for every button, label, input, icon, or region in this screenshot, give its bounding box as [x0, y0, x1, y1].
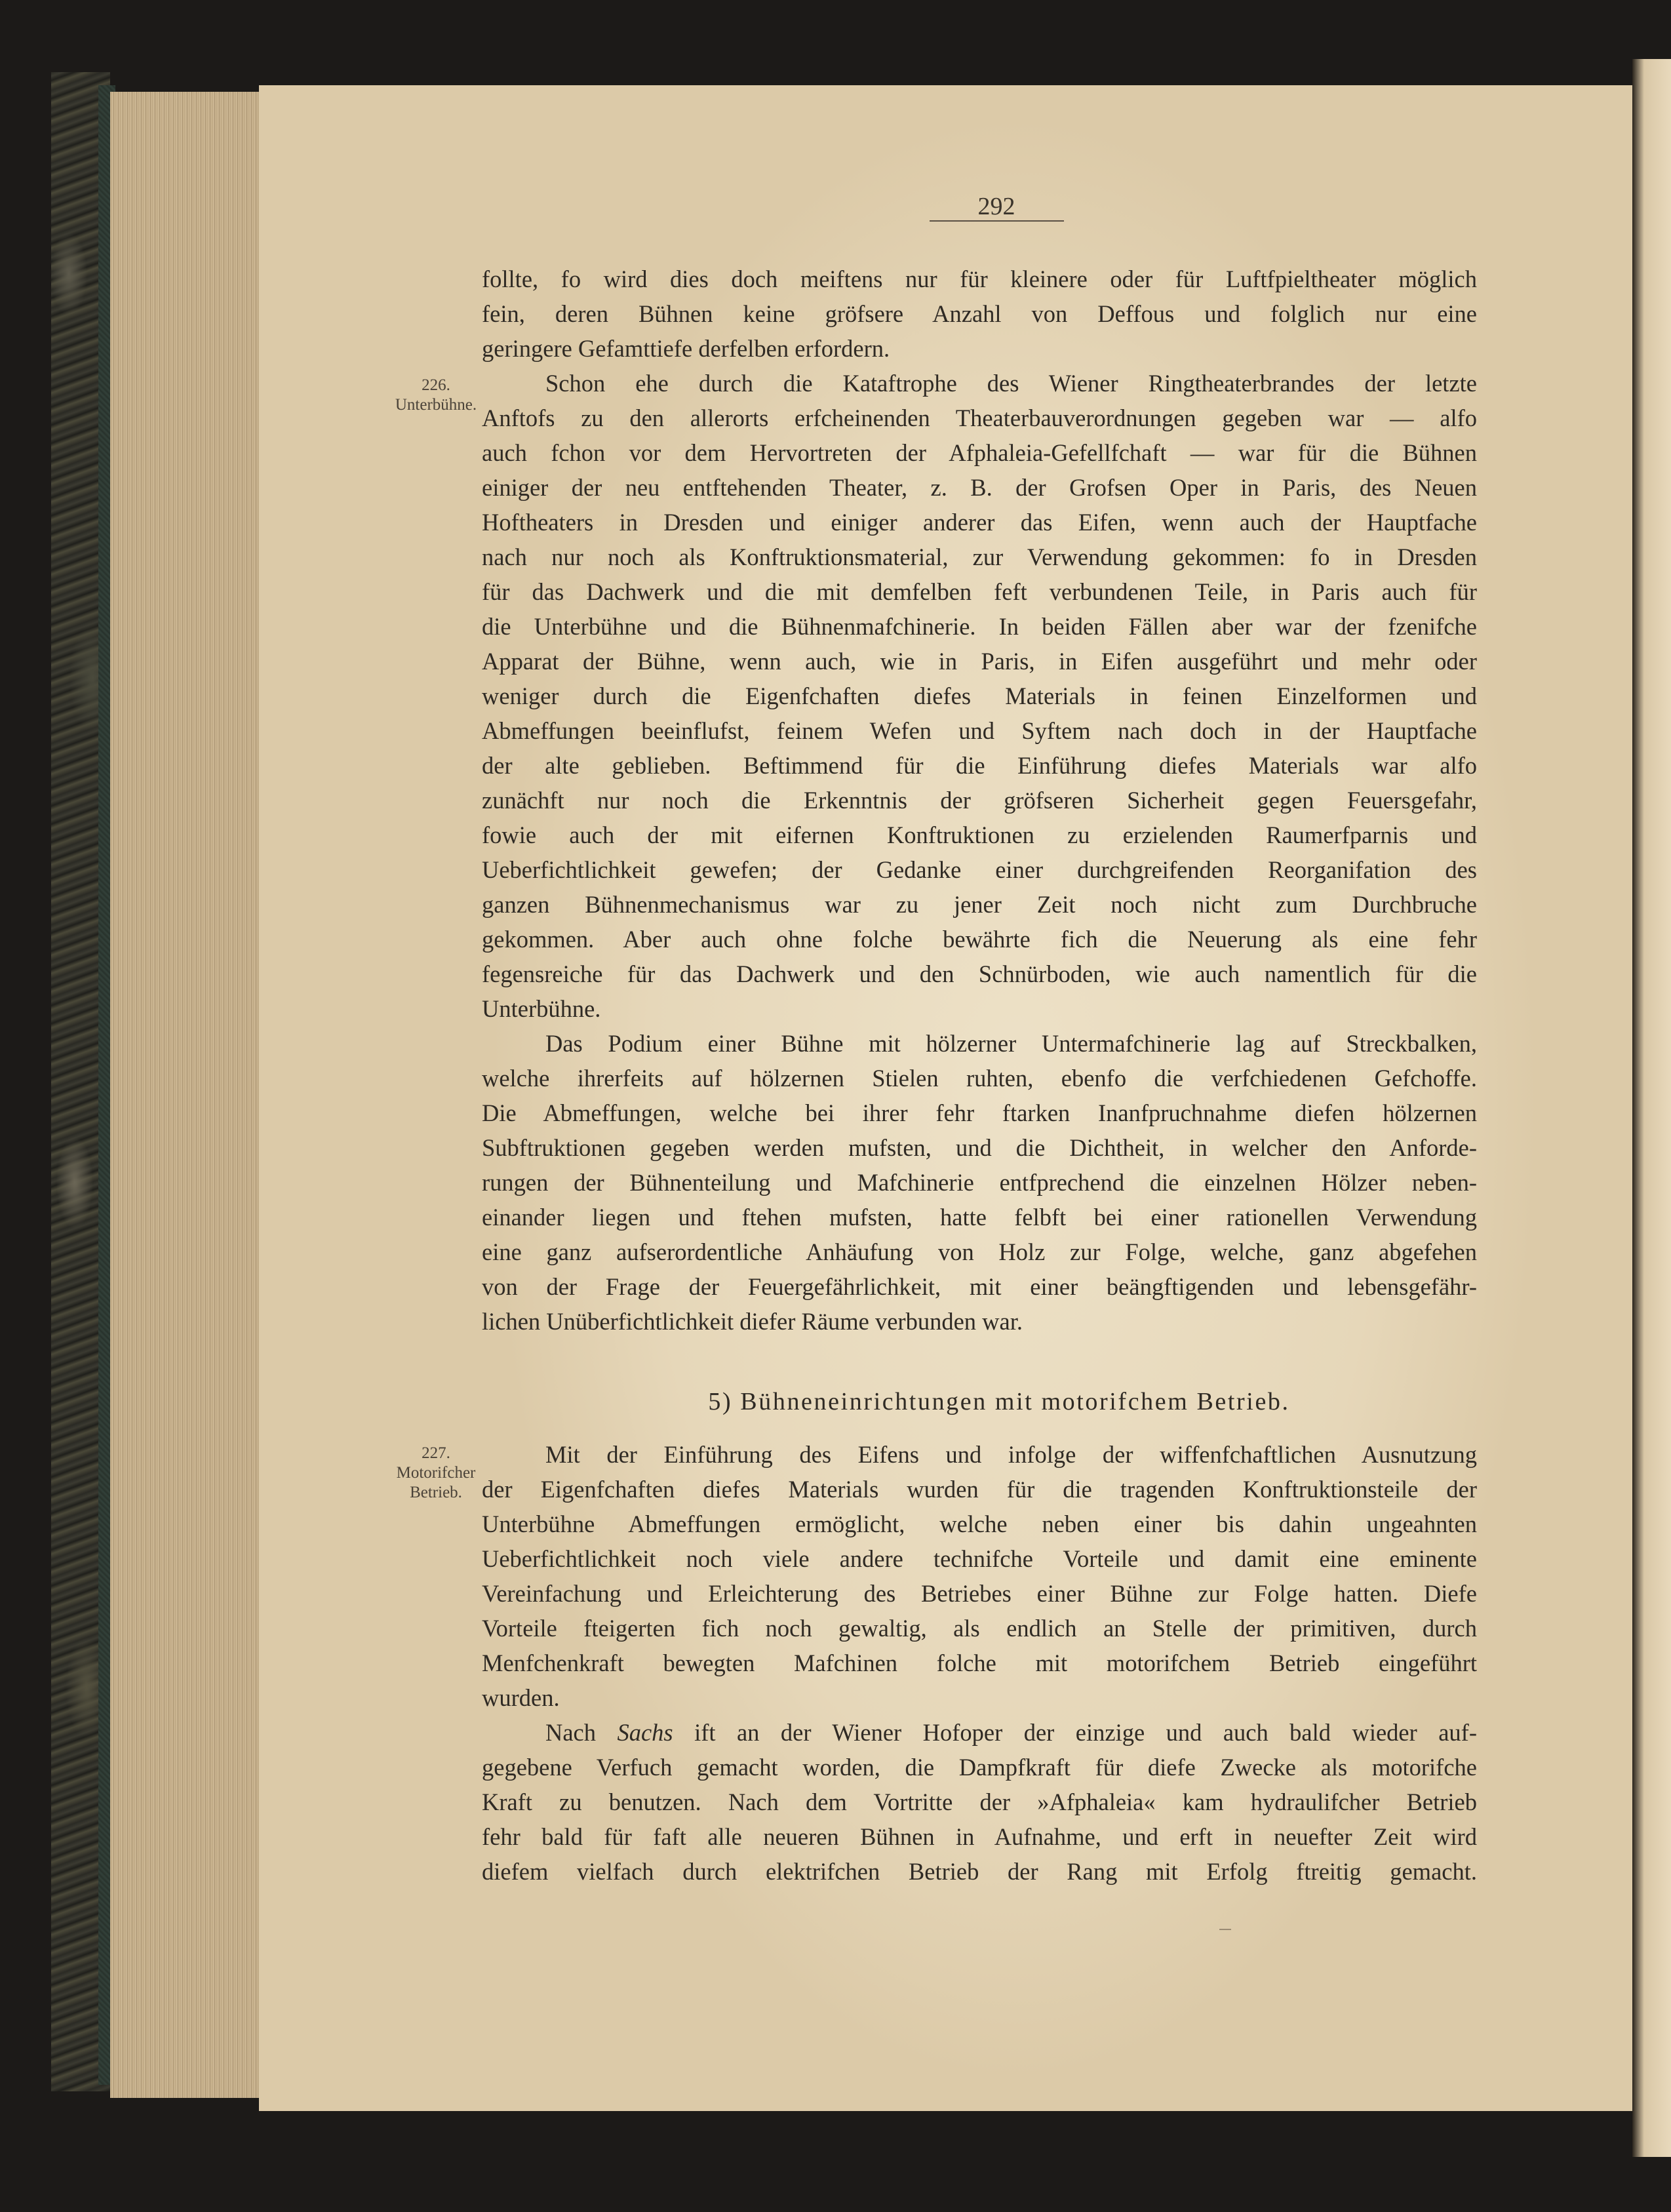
margin-note-text: Unterbühne. [395, 396, 477, 414]
text-line: nach nur noch als Konftruktionsmaterial, zur Verwendung gekommen: fo in Dresden [482, 543, 1477, 570]
text-line: weniger durch die Eigenfchaften diefes Materials in feinen Einzelformen und [482, 682, 1477, 709]
text-line: Ueberfichtlichkeit gewefen; der Gedanke einer durchgreifenden Reorganifation des [482, 856, 1477, 883]
text-line: zunächft nur noch die Erkenntnis der gröfseren Sicherheit gegen Feuersgefahr, [482, 787, 1477, 814]
text-line: Anftofs zu den allerorts erfcheinenden Theaterbauverordnungen gegeben war — alfo [482, 405, 1477, 431]
text-line: Die Abmeffungen, welche bei ihrer fehr ftarken Inanfpruchnahme diefen hölzernen [482, 1099, 1477, 1126]
text-line: lichen Unüberfichtlichkeit diefer Räume verbunden war. [482, 1308, 1023, 1335]
text-line: der alte geblieben. Beftimmend für die Einführung diefes Materials war alfo [482, 752, 1477, 779]
text-line: Abmeffungen beeinflufst, feinem Wefen und Syftem nach doch in der Hauptfache [482, 717, 1477, 744]
text-line: Hoftheaters in Dresden und einiger anderer das Eifen, wenn auch der Hauptfache [482, 509, 1477, 536]
text-line: einander liegen und ftehen mufsten, hatte felbft bei einer rationellen Verwendung [482, 1204, 1477, 1231]
text-line: fowie auch der mit eifernen Konftruktionen zu erzielenden Raumerfparnis und [482, 821, 1477, 848]
text-line: der Eigenfchaften diefes Materials wurden für die tragenden Konftruktionsteile der [482, 1476, 1477, 1503]
section-heading: 5) Bühneneinrichtungen mit motorifchem Betrieb. [708, 1388, 1290, 1415]
text-line: gegebene Verfuch gemacht worden, die Dampfkraft für diefe Zwecke als motorifche [482, 1754, 1477, 1781]
text-line: für das Dachwerk und die mit demfelben feft verbundenen Teile, in Paris auch für [482, 578, 1477, 605]
text-line: fein, deren Bühnen keine gröfsere Anzahl von Deffous und folglich nur eine [482, 300, 1477, 327]
facing-page-edge [1632, 59, 1671, 2157]
text-line: Menfchenkraft bewegten Mafchinen folche mit motorifchem Betrieb eingeführt [482, 1649, 1477, 1676]
text-line: Mit der Einführung des Eifens und infolge der wiffenfchaftlichen Ausnutzung [545, 1441, 1477, 1468]
margin-note-226 [380, 376, 492, 415]
text-line: Vereinfachung und Erleichterung des Betriebes einer Bühne zur Folge hatten. Diefe [482, 1580, 1477, 1607]
text-line: geringere Gefamttiefe derfelben erfordern. [482, 335, 890, 362]
text-line: rungen der Bühnenteilung und Mafchinerie entfprechend die einzelnen Hölzer neben- [482, 1169, 1477, 1196]
text-line: Nach Sachs ift an der Wiener Hofoper der einzige und auch bald wieder auf- [545, 1719, 1477, 1746]
text-line: einiger der neu entftehenden Theater, z. B. der Grofsen Oper in Paris, des Neuen [482, 474, 1477, 501]
text-line: von der Frage der Feuergefährlichkeit, mit einer beängftigenden und lebensgefähr- [482, 1273, 1477, 1300]
footer-mark [1219, 1929, 1231, 1930]
margin-note-227 [380, 1444, 492, 1503]
text-line: die Unterbühne und die Bühnenmafchinerie. In beiden Fällen aber war der fzenifche [482, 613, 1477, 640]
text-line: Unterbühne Abmeffungen ermöglicht, welche neben einer bis dahin ungeahnten [482, 1511, 1477, 1537]
text-line: Subftruktionen gegeben werden mufsten, und die Dichtheit, in welcher den Anforde- [482, 1134, 1477, 1161]
text-line: follte, fo wird dies doch meiftens nur für kleinere oder für Luftfpieltheater möglich [482, 266, 1477, 292]
page-number-rule [930, 220, 1064, 222]
text-line: auch fchon vor dem Hervortreten der Afphaleia-Gefellfchaft — war für die Bühnen [482, 439, 1477, 466]
text-line: ganzen Bühnenmechanismus war zu jener Zeit noch nicht zum Durchbruche [482, 891, 1477, 918]
text-line: eine ganz aufserordentliche Anhäufung von Holz zur Folge, welche, ganz abgefehen [482, 1238, 1477, 1265]
text-line: fehr bald für faft alle neueren Bühnen in Aufnahme, und erft in neuefter Zeit wird [482, 1823, 1477, 1850]
text-line: welche ihrerfeits auf hölzernen Stielen ruhten, ebenfo die verfchiedenen Gefchoffe. [482, 1065, 1477, 1092]
text-line: Ueberfichtlichkeit noch viele andere technifche Vorteile und damit eine eminente [482, 1545, 1477, 1572]
margin-note-number: 226. [422, 376, 450, 394]
text-line: Kraft zu benutzen. Nach dem Vortritte der »Afphaleia« kam hydraulifcher Betrieb [482, 1788, 1477, 1815]
margin-note-text: Betrieb. [410, 1484, 462, 1501]
text-line: wurden. [482, 1684, 560, 1711]
text-line: Apparat der Bühne, wenn auch, wie in Paris, in Eifen ausgeführt und mehr oder [482, 648, 1477, 675]
page-edges [110, 92, 262, 2098]
text-line: Vorteile fteigerten fich noch gewaltig, als endlich an Stelle der primitiven, durch [482, 1615, 1477, 1642]
text-line: Das Podium einer Bühne mit hölzerner Untermafchinerie lag auf Streckbalken, [545, 1030, 1477, 1057]
page-number: 292 [977, 193, 1015, 220]
text-line: gekommen. Aber auch ohne folche bewährte fich die Neuerung als eine fehr [482, 926, 1477, 953]
text-line: diefem vielfach durch elektrifchen Betrieb der Rang mit Erfolg ftreitig gemacht. [482, 1858, 1477, 1885]
text-line: Schon ehe durch die Kataftrophe des Wiener Ringtheaterbrandes der letzte [545, 370, 1477, 397]
margin-note-number: 227. [422, 1444, 450, 1462]
text-line: Unterbühne. [482, 995, 601, 1022]
text-line: fegensreiche für das Dachwerk und den Schnürboden, wie auch namentlich für die [482, 960, 1477, 987]
margin-note-text: Motorifcher [396, 1464, 476, 1482]
